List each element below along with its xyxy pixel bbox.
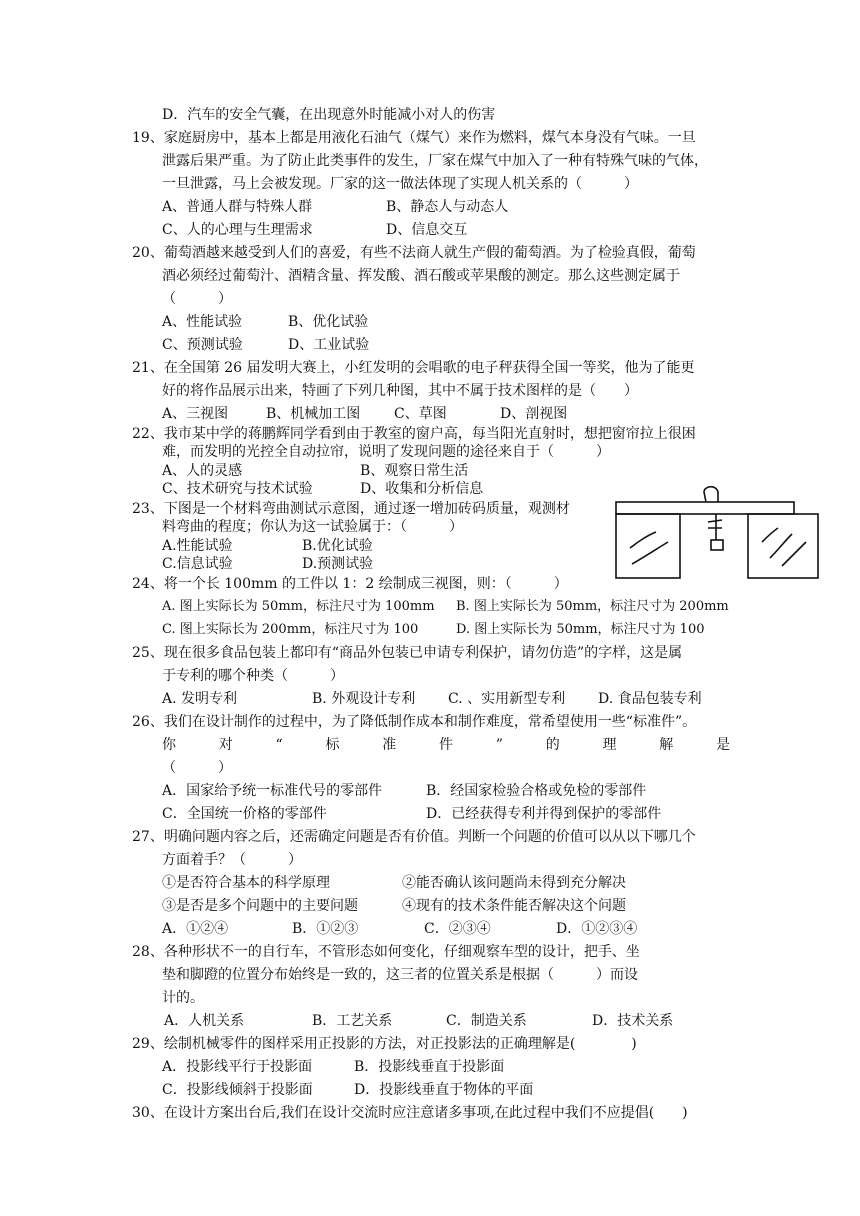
q28-option-b: B．工艺关系: [312, 1013, 393, 1029]
q24-option-a: A. 图上实际长为 50mm，标注尺寸为 100mm: [162, 599, 435, 614]
q27-statement-1: ①是否符合基本的科学原理: [162, 875, 330, 891]
q28-option-c: C．制造关系: [446, 1013, 527, 1029]
q26-word: 准: [382, 737, 397, 753]
q25-option-a: A. 发明专利: [162, 691, 238, 707]
q23-option-c: C.信息试验: [162, 556, 233, 572]
q27-statement-4: ④现有的技术条件能否解决这个问题: [402, 898, 626, 914]
q22-option-c: C、技术研究与技术试验: [162, 481, 313, 497]
q29-option-d: D．投影线垂直于物体的平面: [354, 1082, 534, 1098]
q26-word: 对: [218, 737, 233, 753]
q27-stem: 27、明确问题内容之后，还需确定问题是否有价值。判断一个问题的价值可以从以下哪几个: [132, 829, 696, 845]
q19-option-a: A、普通人群与特殊人群: [162, 199, 313, 215]
q26-word: 的: [545, 737, 560, 753]
q24-option-c: C. 图上实际长为 200mm，标注尺寸为 100: [162, 622, 419, 637]
q22-stem: 22、我市某中学的蒋鹏辉同学看到由于教室的窗户高，每当阳光直射时，想把窗帘拉上很困: [132, 426, 696, 442]
q22-option-b: B、观察日常生活: [360, 463, 469, 479]
q26-word: “: [275, 737, 283, 753]
q26-word: 件: [439, 737, 453, 753]
q19-option-b: B、静态人与动态人: [386, 199, 509, 215]
q20-stem: （ ）: [162, 291, 232, 307]
q21-stem: 好的将作品展示出来，特画了下列几种图，其中不属于技术图样的是（ ）: [162, 383, 638, 399]
q26-option-b: B．经国家检验合格或免检的零部件: [426, 783, 647, 799]
q27-option-d: D．①②③④: [556, 921, 638, 937]
q26-stem: （ ）: [162, 760, 232, 776]
test-material-beam: [616, 502, 794, 514]
q20-option-b: B、优化试验: [288, 314, 369, 330]
q25-option-c: C. 、实用新型专利: [448, 691, 566, 707]
q26-word: 是: [716, 737, 730, 753]
q26-word: 解: [659, 737, 674, 753]
q26-stem-justified: [162, 735, 730, 755]
q19-option-d: D、信息交互: [386, 222, 468, 238]
q20-option-c: C、预测试验: [162, 337, 243, 353]
q28-stem: 28、各种形状不一的自行车，不管形态如何变化，仔细观察车型的设计，把手、坐: [132, 944, 640, 960]
q22-option-d: D、收集和分析信息: [360, 481, 484, 497]
q29-option-a: A．投影线平行于投影面: [162, 1059, 313, 1075]
q26-word: 理: [602, 737, 617, 753]
q22-stem: 难，而发明的光控全自动拉帘，说明了发现问题的途径来自于（ ）: [162, 444, 610, 460]
q26-word: 标: [325, 737, 340, 753]
q20-option-d: D、工业试验: [288, 337, 370, 353]
q25-stem: 25、现在很多食品包装上都印有“商品外包装已申请专利保护，请勿仿造”的字样，这是属: [132, 645, 683, 661]
q26-stem: 26、我们在设计制作的过程中，为了降低制作成本和制作难度，常希望使用一些“标准件”。: [132, 714, 697, 730]
q26-option-c: C．全国统一价格的零部件: [162, 806, 327, 822]
q29-stem: 29、绘制机械零件的图样采用正投影的方法，对正投影法的正确理解是( ): [132, 1036, 637, 1052]
q21-option-c: C、草图: [394, 406, 447, 422]
q25-option-d: D. 食品包装专利: [598, 691, 702, 707]
q23-option-a: A.性能试验: [162, 538, 233, 554]
q27-option-b: B．①②③: [292, 921, 359, 937]
q28-stem: 计的。: [162, 990, 204, 1006]
q22-option-a: A、人的灵感: [162, 463, 243, 479]
left-support-block: [616, 514, 680, 578]
q30-stem: 30、在设计方案出台后,我们在设计交流时应注意诸多事项,在此过程中我们不应提倡( ): [132, 1105, 688, 1121]
q19-option-c: C、人的心理与生理需求: [162, 222, 313, 238]
q27-stem: 方面着手？（ ）: [162, 852, 302, 868]
q23-option-d: D.预测试验: [302, 556, 374, 572]
weight-block: [711, 540, 723, 550]
q21-option-b: B、机械加工图: [266, 406, 361, 422]
q23-stem: 料弯曲的程度；你认为这一试验属于：（ ）: [162, 519, 463, 535]
q25-option-b: B. 外观设计专利: [312, 691, 416, 707]
q24-option-d: D. 图上实际长为 50mm，标注尺寸为 100: [456, 622, 705, 637]
q29-option-b: B．投影线垂直于投影面: [354, 1059, 505, 1075]
q27-option-c: C．②③④: [424, 921, 491, 937]
q24-stem: 24、将一个长 100mm 的工件以 1：2 绘制成三视图，则：（ ）: [132, 576, 568, 592]
q29-option-c: C．投影线倾斜于投影面: [162, 1082, 313, 1098]
q23-option-b: B.优化试验: [302, 538, 373, 554]
q21-option-a: A、三视图: [162, 406, 229, 422]
q23-stem: 23、下图是一个材料弯曲测试示意图，通过逐一增加砖码质量，观测材: [132, 501, 570, 517]
q21-stem: 21、在全国第 26 届发明大赛上，小红发明的会唱歌的电子秤获得全国一等奖，他为了能更: [132, 360, 695, 376]
q27-statement-2: ②能否确认该问题尚未得到充分解决: [402, 875, 626, 891]
hanging-hook: [704, 487, 718, 502]
q28-option-a: A．人机关系: [164, 1013, 245, 1029]
q28-stem: 垫和脚蹬的位置分布始终是一致的，这三者的位置关系是根据（ ）而设: [162, 967, 638, 983]
right-support-block: [748, 514, 818, 578]
q20-stem: 20、葡萄酒越来越受到人们的喜爱，有些不法商人就生产假的葡萄酒。为了检验真假，葡萄: [132, 245, 696, 261]
q20-stem: 酒必须经过葡萄汁、酒精含量、挥发酸、酒石酸或苹果酸的测定。那么这些测定属于: [162, 268, 680, 284]
q20-option-a: A、性能试验: [162, 314, 243, 330]
bending-test-figure: [612, 484, 824, 584]
q24-option-b: B. 图上实际长为 50mm，标注尺寸为 200mm: [456, 599, 729, 614]
q18-option-d: D．汽车的安全气囊，在出现意外时能减小对人的伤害: [162, 107, 496, 123]
q26-word: 你: [162, 737, 176, 753]
q19-stem: 泄露后果严重。为了防止此类事件的发生，厂家在煤气中加入了一种有特殊气味的气体，: [162, 153, 708, 169]
q26-word: ”: [495, 737, 503, 753]
q26-option-d: D．已经获得专利并得到保护的零部件: [426, 806, 662, 822]
q19-stem: 一旦泄露，马上会被发现。厂家的这一做法体现了实现人机关系的（ ）: [162, 176, 638, 192]
q26-option-a: A．国家给予统一标准代号的零部件: [162, 783, 383, 799]
q21-option-d: D、剖视图: [500, 406, 568, 422]
q19-stem: 19、家庭厨房中，基本上都是用液化石油气（煤气）来作为燃料，煤气本身没有气味。一旦: [132, 130, 696, 146]
q28-option-d: D．技术关系: [592, 1013, 674, 1029]
q27-statement-3: ③是否是多个问题中的主要问题: [162, 898, 358, 914]
q27-option-a: A．①②④: [162, 921, 229, 937]
q25-stem: 于专利的哪个种类（ ）: [162, 668, 344, 684]
